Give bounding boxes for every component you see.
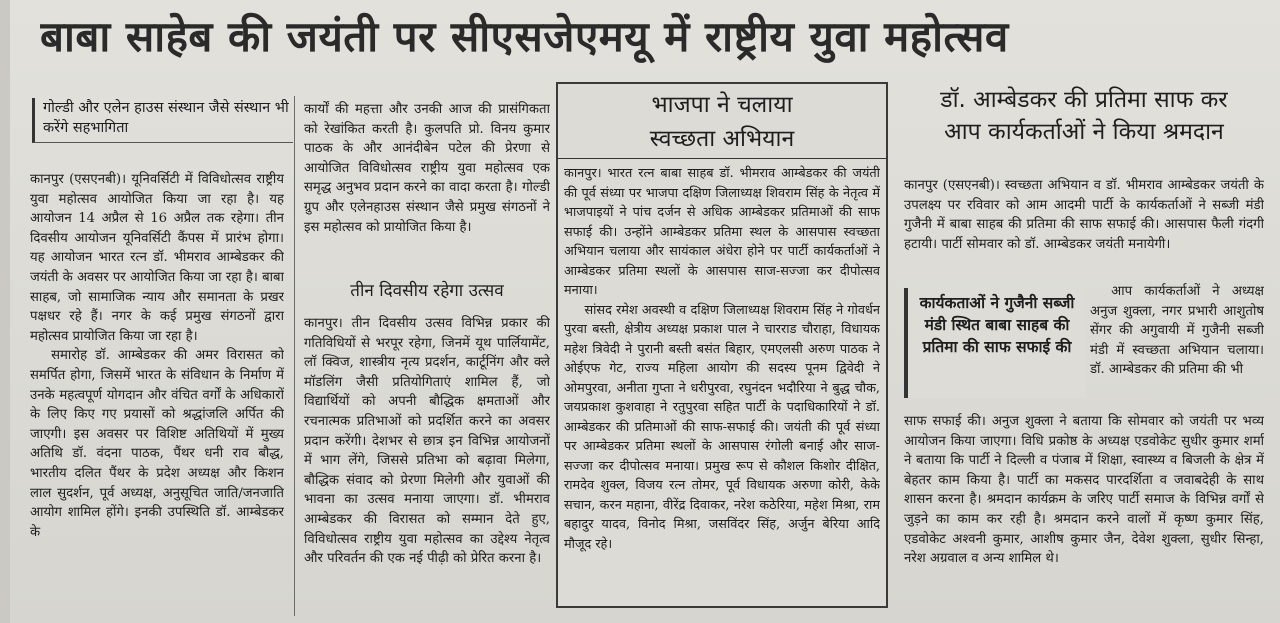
story3-inset-text: कार्यकताओं ने गुजैनी सब्जी मंडी स्थित बाबा साहब की प्रतिमा की साफ सफाई की (919, 294, 1075, 356)
story2-para-1: कानपुर। भारत रत्न बाबा साहब डॉ. भीमराव आम्बेडकर की जयंती की पूर्व संध्या पर भाजपा दक्षिण जिलाध्यक्ष शिवराम सिंह के नेतृत्व में भाजपाइयों ने पांच दर्जन से अधिक आम्बेडकर प्रतिमाओं की साफ सफाई की। उन्होंने आम्बेडकर प्रतिमा स्थल के आसपास स्वच्छता अभियान चलाया और सायंकाल अंधेरा होने पर पार्टी कार्यकर्ताओं ने आम्बेडकर प्रतिमा स्थलों के आसपास साज-सज्जा कर दीपोत्सव मनाया। (564, 166, 880, 298)
story2-title-area (558, 84, 886, 159)
story1-para-3: कार्यों की महत्ता और उनकी आज की प्रासंगिकता को रेखांकित करती है। कुलपति प्रो. विनय कुमार पाठक के और आनंदीबेन पटेल की प्रेरणा से आयोजित विविधोत्सव राष्ट्रीय युवा महोत्सव एक समृद्ध अनुभव प्रदान करने का वादा करता है। गोल्डी ग्रुप और एलेनहाउस संस्थान जैसे प्रमुख संगठनों ने इस महोत्सव को प्रायोजित किया है। (304, 102, 550, 235)
story3-title-line1: डॉ. आम्बेडकर की प्रतिमा साफ कर (940, 87, 1228, 113)
main-headline: बाबा साहेब की जयंती पर सीएसजेएमयू में राष्ट्रीय युवा महोत्सव (40, 12, 1009, 61)
story1-subhead-text: गोल्डी और एलेन हाउस संस्थान जैसे संस्थान भी करेंगे सहभागिता (43, 100, 289, 136)
story3-para-3-block (904, 412, 1264, 616)
story3-para-2: आप कार्यकर्ताओं ने अध्यक्ष अनुज शुक्ला, नगर प्रभारी आशुतोष सेंगर की अगुवायी में गुजैनी सब्जी मंडी में स्वच्छता अभियान चलाया। डॉ. आम्बेडकर की प्रतिमा की भी (1090, 284, 1264, 378)
story3-para-1: कानपुर (एसएनबी)। स्वच्छता अभियान व डॉ. भीमराव आम्बेडकर जयंती के उपलक्ष्य पर रविवार को आम आदमी पार्टी के कार्यकर्ताओं ने सब्जी मंडी गुजैनी में बाबा साहब की प्रतिमा की साफ सफाई की। आसपास फैली गंदगी हटायी। पार्टी सोमवार को डॉ. आम्बेडकर जयंती मनायेगी। (904, 178, 1264, 252)
story1-para-4: कानपुर। तीन दिवसीय उत्सव विभिन्न प्रकार की गतिविधियों से भरपूर रहेगा, जिनमें यूथ पार्लियामेंट, लॉ क्विज, शास्त्रीय नृत्य प्रदर्शन, कार्टूनिंग और क्ले मॉडलिंग जैसी प्रतियोगिताएं शामिल हैं, जो विद्यार्थियों को अपनी बौद्धिक क्षमताओं और रचनात्मक प्रतिभाओं को प्रदर्शित करने का अवसर प्रदान करेंगी। देशभर से छात्र इन विभिन्न आयोजनों में भाग लेंगे, जिससे प्रतिभा को बढ़ावा मिलेगा, बौद्धिक संवाद को प्रेरणा मिलेगी और युवाओं की भावना का उत्सव मनाया जाएगा। डॉ. भीमराव आम्बेडकर की विरासत को सम्मान देते हुए, विविधोत्सव राष्ट्रीय युवा महोत्सव का उद्देश्य नेतृत्व और परिवर्तन की एक नई पीढ़ी को प्रेरित करना है। (304, 316, 550, 567)
story2-title-line1: भाजपा ने चलाया (651, 92, 793, 118)
story2-body (564, 164, 880, 600)
story3-title-line2: आप कार्यकर्ताओं ने किया श्रमदान (944, 119, 1224, 145)
story3-headline (904, 84, 1264, 154)
story3-para-3: साफ सफाई की। अनुज शुक्ला ने बताया कि सोमवार को जयंती पर भव्य आयोजन किया जाएगा। विधि प्रकोष्ठ के अध्यक्ष एडवोकेट सुधीर कुमार शर्मा ने बताया कि पार्टी ने दिल्ली व पंजाब में शिक्षा, स्वास्थ्य व बिजली के क्षेत्र में बेहतर काम किया है। पार्टी का मकसद पारदर्शिता व जवाबदेही के साथ शासन करना है। श्रमदान कार्यक्रम के जरिए पार्टी समाज के विभिन्न वर्गों से जुड़ने का काम कर रही है। श्रमदान करने वालों में कृष्ण कुमार सिंह, एडवोकेट अश्वनी कुमार, आशीष कुमार जैन, देवेश शुक्ला, सुधीर सिन्हा, नरेश अग्रवाल व अन्य शामिल थे। (904, 414, 1264, 567)
story1-column-2b (304, 314, 550, 618)
story3-para-2-block (1090, 282, 1264, 404)
story2-box (556, 82, 888, 608)
story1-subhead (32, 98, 293, 143)
story1-column-2 (304, 100, 550, 278)
page-edge (0, 0, 10, 623)
story3-inset-quote (904, 288, 1086, 398)
story2-title-line2: स्वच्छता अभियान (649, 126, 795, 152)
story2-para-2: सांसद रमेश अवस्थी व दक्षिण जिलाध्यक्ष शिवराम सिंह ने गोवर्धन पुरवा बस्ती, क्षेत्रीय अध्यक्ष प्रकाश पाल ने चारराड चौराहा, विधायक महेश त्रिवेदी ने पुरानी बस्ती बसंत बिहार, एमएलसी अरुण पाठक ने ओईएफ गेट, राज्य महिला आयोग की सदस्य पूनम द्विवेदी ने ओमपुरवा, अनीता गुप्ता ने धरीपुरवा, रघुनंदन भदौरिया ने बुद्ध चौक, जयप्रकाश कुशवाहा ने रतुपुरवा सहित पार्टी के पदाधिकारियों ने डॉ. आम्बेडकर की प्रतिमाओं की साफ-सफाई की। जयंती की पूर्व संध्या पर आम्बेडकर प्रतिमा स्थलों के आसपास रंगोली बनाई और साज-सज्जा कर दीपोत्सव मनाया। प्रमुख रूप से कौशल किशोर दीक्षित, रामदेव शुक्ल, विजय रत्न तोमर, पूर्व विधायक अरुणा कोरी, केके सचान, करन महाना, वीरेंद्र दिवाकर, नरेश कठेरिया, महेश मिश्रा, राम बहादुर यादव, विनोद मिश्रा, जसविंदर सिंह, अर्जुन बेरिया आदि मौजूद रहे। (564, 302, 880, 552)
column-rule-1 (294, 96, 295, 616)
story1-para-2: समारोह डॉ. आम्बेडकर की अमर विरासत को समर्पित होगा, जिसमें भारत के संविधान के निर्माण में उनके महत्वपूर्ण योगदान और वंचित वर्गों के अधिकारों के लिए किए गए प्रयासों को श्रद्धांजलि अर्पित की जाएगी। इस अवसर पर विशिष्ट अतिथियों में मुख्य अतिथि डॉ. वंदना पाठक, पैंथर धनी राव बौद्ध, भारतीय दलित पैंथर के प्रदेश अध्यक्ष और किशन लाल सुदर्शन, पूर्व अध्यक्ष, अनुसूचित जाति/जनजाति आयोग शामिल होंगे। इनकी उपस्थिति डॉ. आम्बेडकर के (30, 348, 284, 540)
story3-para-1-block (904, 176, 1264, 280)
story1-section-head: तीन दिवसीय रहेगा उत्सव (350, 281, 504, 301)
story1-para-1: कानपुर (एसएनबी)। यूनिवर्सिटी में विविधोत्सव राष्ट्रीय युवा महोत्सव आयोजित किया जा रहा है। यह आयोजन 14 अप्रैल से 16 अप्रैल तक रहेगा। तीन दिवसीय आयोजन यूनिवर्सिटी कैंपस में प्रारंभ होगा। यह आयोजन भारत रत्न डॉ. भीमराव आम्बेडकर की जयंती के अवसर पर आयोजित किया जा रहा है। बाबा साहब, जो सामाजिक न्याय और समानता के प्रखर पक्षधर रहे हैं। नगर के कई प्रमुख संगठनों द्वारा महोत्सव प्रायोजित किया जा रहा है। (30, 172, 284, 344)
story1-column-1 (30, 170, 284, 618)
